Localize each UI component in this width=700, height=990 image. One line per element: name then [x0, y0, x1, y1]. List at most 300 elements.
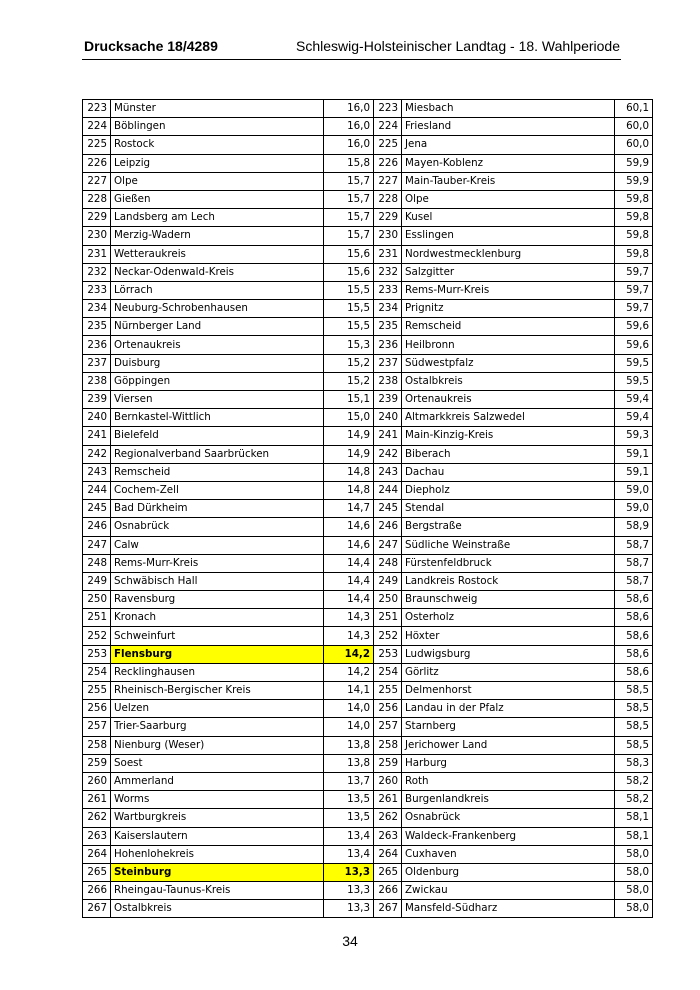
right-name-cell: Ostalbkreis	[402, 372, 615, 390]
left-name-cell: Bernkastel-Wittlich	[111, 409, 324, 427]
left-name-cell: Schweinfurt	[111, 627, 324, 645]
right-rank-cell: 228	[374, 190, 402, 208]
table-row	[83, 445, 653, 463]
left-name-cell: Münster	[111, 100, 324, 118]
right-rank-cell: 234	[374, 300, 402, 318]
left-value-cell: 15,2	[324, 354, 374, 372]
right-value-cell: 59,8	[615, 190, 653, 208]
header-divider	[82, 59, 621, 60]
table-row	[83, 172, 653, 190]
right-value-cell: 58,5	[615, 736, 653, 754]
right-name-cell: Miesbach	[402, 100, 615, 118]
left-name-cell: Merzig-Wadern	[111, 227, 324, 245]
left-value-cell: 16,0	[324, 136, 374, 154]
left-value-cell: 15,7	[324, 209, 374, 227]
document-number: Drucksache 18/4289	[84, 38, 218, 54]
left-rank-cell: 232	[83, 263, 111, 281]
table-row	[83, 409, 653, 427]
right-rank-cell: 241	[374, 427, 402, 445]
right-name-cell: Olpe	[402, 190, 615, 208]
left-value-cell: 15,7	[324, 172, 374, 190]
left-rank-cell: 250	[83, 591, 111, 609]
left-rank-cell: 237	[83, 354, 111, 372]
left-name-cell: Ammerland	[111, 772, 324, 790]
left-name-cell: Nürnberger Land	[111, 318, 324, 336]
right-name-cell: Prignitz	[402, 300, 615, 318]
left-name-cell: Calw	[111, 536, 324, 554]
left-value-cell: 15,7	[324, 227, 374, 245]
right-value-cell: 59,4	[615, 409, 653, 427]
right-rank-cell: 242	[374, 445, 402, 463]
left-name-cell: Worms	[111, 791, 324, 809]
right-rank-cell: 267	[374, 900, 402, 918]
right-name-cell: Biberach	[402, 445, 615, 463]
right-rank-cell: 261	[374, 791, 402, 809]
right-rank-cell: 263	[374, 827, 402, 845]
left-value-cell: 13,8	[324, 754, 374, 772]
right-rank-cell: 266	[374, 882, 402, 900]
right-rank-cell: 231	[374, 245, 402, 263]
right-value-cell: 58,5	[615, 682, 653, 700]
left-rank-cell: 247	[83, 536, 111, 554]
right-rank-cell: 246	[374, 518, 402, 536]
left-name-cell: Olpe	[111, 172, 324, 190]
right-rank-cell: 252	[374, 627, 402, 645]
right-rank-cell: 232	[374, 263, 402, 281]
left-rank-cell: 256	[83, 700, 111, 718]
right-name-cell: Roth	[402, 772, 615, 790]
table-row	[83, 118, 653, 136]
left-name-cell: Viersen	[111, 391, 324, 409]
right-name-cell: Oldenburg	[402, 863, 615, 881]
ranking-table	[82, 99, 653, 918]
left-rank-cell: 258	[83, 736, 111, 754]
right-name-cell: Cuxhaven	[402, 845, 615, 863]
left-value-cell: 13,3	[324, 882, 374, 900]
right-value-cell: 59,7	[615, 263, 653, 281]
right-value-cell: 59,3	[615, 427, 653, 445]
left-name-cell: Böblingen	[111, 118, 324, 136]
right-name-cell: Kusel	[402, 209, 615, 227]
left-name-cell: Ortenaukreis	[111, 336, 324, 354]
table-row	[83, 136, 653, 154]
right-value-cell: 59,4	[615, 391, 653, 409]
left-name-cell: Trier-Saarburg	[111, 718, 324, 736]
left-name-cell: Osnabrück	[111, 518, 324, 536]
left-name-cell: Soest	[111, 754, 324, 772]
left-value-cell: 13,5	[324, 791, 374, 809]
right-value-cell: 58,1	[615, 809, 653, 827]
left-rank-cell: 263	[83, 827, 111, 845]
left-value-cell: 14,4	[324, 554, 374, 572]
left-value-cell: 15,6	[324, 263, 374, 281]
right-rank-cell: 260	[374, 772, 402, 790]
left-name-cell: Schwäbisch Hall	[111, 572, 324, 590]
table-row	[83, 518, 653, 536]
right-name-cell: Ortenaukreis	[402, 391, 615, 409]
right-value-cell: 59,8	[615, 209, 653, 227]
right-name-cell: Dachau	[402, 463, 615, 481]
right-name-cell: Fürstenfeldbruck	[402, 554, 615, 572]
right-name-cell: Starnberg	[402, 718, 615, 736]
right-rank-cell: 265	[374, 863, 402, 881]
right-value-cell: 58,6	[615, 591, 653, 609]
left-value-cell: 16,0	[324, 100, 374, 118]
right-name-cell: Main-Kinzig-Kreis	[402, 427, 615, 445]
left-name-cell: Ostalbkreis	[111, 900, 324, 918]
table-row	[83, 372, 653, 390]
table-row	[83, 591, 653, 609]
right-name-cell: Ludwigsburg	[402, 645, 615, 663]
right-rank-cell: 223	[374, 100, 402, 118]
left-value-cell: 15,1	[324, 391, 374, 409]
right-rank-cell: 257	[374, 718, 402, 736]
left-name-cell: Kronach	[111, 609, 324, 627]
right-value-cell: 58,0	[615, 863, 653, 881]
right-rank-cell: 258	[374, 736, 402, 754]
left-rank-cell: 243	[83, 463, 111, 481]
table-row	[83, 736, 653, 754]
right-value-cell: 59,6	[615, 318, 653, 336]
left-value-cell: 14,3	[324, 627, 374, 645]
left-value-cell: 14,9	[324, 427, 374, 445]
right-name-cell: Südwestpfalz	[402, 354, 615, 372]
right-name-cell: Jena	[402, 136, 615, 154]
left-name-cell: Ravensburg	[111, 591, 324, 609]
right-rank-cell: 264	[374, 845, 402, 863]
left-name-cell: Flensburg	[111, 645, 324, 663]
right-value-cell: 60,0	[615, 118, 653, 136]
right-name-cell: Waldeck-Frankenberg	[402, 827, 615, 845]
right-name-cell: Südliche Weinstraße	[402, 536, 615, 554]
right-rank-cell: 243	[374, 463, 402, 481]
right-value-cell: 58,9	[615, 518, 653, 536]
right-rank-cell: 235	[374, 318, 402, 336]
left-value-cell: 14,8	[324, 481, 374, 499]
left-rank-cell: 226	[83, 154, 111, 172]
right-name-cell: Friesland	[402, 118, 615, 136]
table-row	[83, 227, 653, 245]
right-value-cell: 59,5	[615, 372, 653, 390]
right-value-cell: 58,7	[615, 536, 653, 554]
table-row	[83, 336, 653, 354]
left-rank-cell: 235	[83, 318, 111, 336]
left-value-cell: 13,5	[324, 809, 374, 827]
table-row	[83, 572, 653, 590]
left-value-cell: 15,5	[324, 300, 374, 318]
right-value-cell: 59,1	[615, 463, 653, 481]
table-row	[83, 427, 653, 445]
table-row	[83, 463, 653, 481]
right-value-cell: 58,1	[615, 827, 653, 845]
right-rank-cell: 227	[374, 172, 402, 190]
table-row	[83, 554, 653, 572]
left-name-cell: Hohenlohekreis	[111, 845, 324, 863]
left-name-cell: Wartburgkreis	[111, 809, 324, 827]
left-rank-cell: 261	[83, 791, 111, 809]
right-name-cell: Osnabrück	[402, 809, 615, 827]
right-rank-cell: 238	[374, 372, 402, 390]
right-name-cell: Görlitz	[402, 663, 615, 681]
right-rank-cell: 225	[374, 136, 402, 154]
left-value-cell: 14,0	[324, 718, 374, 736]
right-rank-cell: 245	[374, 500, 402, 518]
left-value-cell: 14,2	[324, 663, 374, 681]
right-value-cell: 59,0	[615, 481, 653, 499]
left-name-cell: Uelzen	[111, 700, 324, 718]
left-rank-cell: 241	[83, 427, 111, 445]
right-rank-cell: 254	[374, 663, 402, 681]
table-row	[83, 209, 653, 227]
left-rank-cell: 262	[83, 809, 111, 827]
table-row	[83, 827, 653, 845]
left-name-cell: Nienburg (Weser)	[111, 736, 324, 754]
right-value-cell: 58,3	[615, 754, 653, 772]
right-rank-cell: 237	[374, 354, 402, 372]
right-name-cell: Main-Tauber-Kreis	[402, 172, 615, 190]
left-name-cell: Rheinisch-Bergischer Kreis	[111, 682, 324, 700]
left-value-cell: 15,3	[324, 336, 374, 354]
right-name-cell: Heilbronn	[402, 336, 615, 354]
left-name-cell: Rems-Murr-Kreis	[111, 554, 324, 572]
table-row	[83, 190, 653, 208]
left-rank-cell: 234	[83, 300, 111, 318]
table-row	[83, 700, 653, 718]
table-row	[83, 627, 653, 645]
right-name-cell: Braunschweig	[402, 591, 615, 609]
right-rank-cell: 229	[374, 209, 402, 227]
right-value-cell: 59,6	[615, 336, 653, 354]
left-rank-cell: 224	[83, 118, 111, 136]
right-name-cell: Rems-Murr-Kreis	[402, 281, 615, 299]
right-rank-cell: 230	[374, 227, 402, 245]
right-value-cell: 59,9	[615, 172, 653, 190]
right-rank-cell: 248	[374, 554, 402, 572]
table-row	[83, 154, 653, 172]
page-number: 34	[342, 933, 358, 949]
left-name-cell: Göppingen	[111, 372, 324, 390]
left-value-cell: 14,2	[324, 645, 374, 663]
right-value-cell: 60,1	[615, 100, 653, 118]
right-rank-cell: 236	[374, 336, 402, 354]
left-name-cell: Remscheid	[111, 463, 324, 481]
left-name-cell: Duisburg	[111, 354, 324, 372]
right-value-cell: 58,5	[615, 700, 653, 718]
right-name-cell: Harburg	[402, 754, 615, 772]
left-value-cell: 13,8	[324, 736, 374, 754]
left-value-cell: 14,6	[324, 518, 374, 536]
left-value-cell: 15,5	[324, 281, 374, 299]
left-rank-cell: 231	[83, 245, 111, 263]
right-value-cell: 58,6	[615, 627, 653, 645]
right-name-cell: Zwickau	[402, 882, 615, 900]
left-name-cell: Cochem-Zell	[111, 481, 324, 499]
right-name-cell: Nordwestmecklenburg	[402, 245, 615, 263]
table-row	[83, 882, 653, 900]
left-rank-cell: 236	[83, 336, 111, 354]
right-name-cell: Mayen-Koblenz	[402, 154, 615, 172]
right-name-cell: Esslingen	[402, 227, 615, 245]
left-rank-cell: 255	[83, 682, 111, 700]
right-rank-cell: 244	[374, 481, 402, 499]
left-rank-cell: 265	[83, 863, 111, 881]
table-row	[83, 263, 653, 281]
right-name-cell: Jerichower Land	[402, 736, 615, 754]
table-row	[83, 863, 653, 881]
left-value-cell: 15,6	[324, 245, 374, 263]
left-value-cell: 14,6	[324, 536, 374, 554]
right-value-cell: 59,7	[615, 281, 653, 299]
left-rank-cell: 252	[83, 627, 111, 645]
right-value-cell: 58,0	[615, 900, 653, 918]
right-value-cell: 59,1	[615, 445, 653, 463]
left-value-cell: 14,8	[324, 463, 374, 481]
left-value-cell: 14,4	[324, 572, 374, 590]
left-name-cell: Neuburg-Schrobenhausen	[111, 300, 324, 318]
table-row	[83, 809, 653, 827]
left-rank-cell: 264	[83, 845, 111, 863]
table-row	[83, 754, 653, 772]
left-rank-cell: 249	[83, 572, 111, 590]
right-value-cell: 58,7	[615, 554, 653, 572]
left-value-cell: 15,8	[324, 154, 374, 172]
left-name-cell: Rheingau-Taunus-Kreis	[111, 882, 324, 900]
right-rank-cell: 262	[374, 809, 402, 827]
right-name-cell: Mansfeld-Südharz	[402, 900, 615, 918]
left-value-cell: 15,2	[324, 372, 374, 390]
left-rank-cell: 244	[83, 481, 111, 499]
right-name-cell: Landkreis Rostock	[402, 572, 615, 590]
left-rank-cell: 266	[83, 882, 111, 900]
table-row	[83, 500, 653, 518]
right-rank-cell: 247	[374, 536, 402, 554]
right-rank-cell: 253	[374, 645, 402, 663]
left-name-cell: Landsberg am Lech	[111, 209, 324, 227]
right-rank-cell: 240	[374, 409, 402, 427]
left-rank-cell: 260	[83, 772, 111, 790]
right-value-cell: 58,5	[615, 718, 653, 736]
right-value-cell: 58,2	[615, 791, 653, 809]
table-row	[83, 900, 653, 918]
right-rank-cell: 249	[374, 572, 402, 590]
table-row	[83, 791, 653, 809]
left-rank-cell: 253	[83, 645, 111, 663]
table-row	[83, 772, 653, 790]
page-header	[84, 38, 620, 60]
right-rank-cell: 256	[374, 700, 402, 718]
left-rank-cell: 245	[83, 500, 111, 518]
right-value-cell: 59,8	[615, 245, 653, 263]
left-rank-cell: 233	[83, 281, 111, 299]
right-value-cell: 60,0	[615, 136, 653, 154]
table-row	[83, 481, 653, 499]
left-value-cell: 15,7	[324, 190, 374, 208]
right-rank-cell: 250	[374, 591, 402, 609]
right-rank-cell: 224	[374, 118, 402, 136]
right-name-cell: Remscheid	[402, 318, 615, 336]
left-name-cell: Steinburg	[111, 863, 324, 881]
left-name-cell: Rostock	[111, 136, 324, 154]
right-value-cell: 59,7	[615, 300, 653, 318]
left-value-cell: 13,4	[324, 827, 374, 845]
left-name-cell: Wetteraukreis	[111, 245, 324, 263]
right-rank-cell: 239	[374, 391, 402, 409]
left-name-cell: Regionalverband Saarbrücken	[111, 445, 324, 463]
table-row	[83, 845, 653, 863]
left-rank-cell: 223	[83, 100, 111, 118]
left-value-cell: 13,3	[324, 900, 374, 918]
left-rank-cell: 251	[83, 609, 111, 627]
parliament-title: Schleswig-Holsteinischer Landtag - 18. Wahlperiode	[296, 38, 620, 54]
table-row	[83, 354, 653, 372]
left-name-cell: Leipzig	[111, 154, 324, 172]
left-value-cell: 14,4	[324, 591, 374, 609]
left-name-cell: Bielefeld	[111, 427, 324, 445]
left-value-cell: 13,3	[324, 863, 374, 881]
left-name-cell: Kaiserslautern	[111, 827, 324, 845]
table-row	[83, 609, 653, 627]
left-rank-cell: 257	[83, 718, 111, 736]
left-value-cell: 15,5	[324, 318, 374, 336]
left-name-cell: Bad Dürkheim	[111, 500, 324, 518]
table-row	[83, 663, 653, 681]
left-rank-cell: 254	[83, 663, 111, 681]
left-rank-cell: 259	[83, 754, 111, 772]
left-rank-cell: 230	[83, 227, 111, 245]
right-name-cell: Höxter	[402, 627, 615, 645]
left-rank-cell: 248	[83, 554, 111, 572]
left-rank-cell: 246	[83, 518, 111, 536]
right-value-cell: 58,0	[615, 845, 653, 863]
right-rank-cell: 251	[374, 609, 402, 627]
right-value-cell: 58,6	[615, 609, 653, 627]
right-value-cell: 59,9	[615, 154, 653, 172]
left-rank-cell: 267	[83, 900, 111, 918]
right-name-cell: Bergstraße	[402, 518, 615, 536]
right-name-cell: Altmarkkreis Salzwedel	[402, 409, 615, 427]
right-name-cell: Landau in der Pfalz	[402, 700, 615, 718]
ranking-table-body	[83, 100, 653, 918]
table-row	[83, 536, 653, 554]
table-row	[83, 391, 653, 409]
right-value-cell: 58,2	[615, 772, 653, 790]
left-rank-cell: 239	[83, 391, 111, 409]
left-value-cell: 14,7	[324, 500, 374, 518]
table-row	[83, 281, 653, 299]
right-name-cell: Diepholz	[402, 481, 615, 499]
right-value-cell: 58,6	[615, 663, 653, 681]
left-name-cell: Lörrach	[111, 281, 324, 299]
left-rank-cell: 229	[83, 209, 111, 227]
table-row	[83, 318, 653, 336]
left-value-cell: 14,3	[324, 609, 374, 627]
left-rank-cell: 227	[83, 172, 111, 190]
right-value-cell: 58,0	[615, 882, 653, 900]
table-row	[83, 300, 653, 318]
right-value-cell: 59,8	[615, 227, 653, 245]
left-name-cell: Recklinghausen	[111, 663, 324, 681]
table-row	[83, 245, 653, 263]
right-name-cell: Osterholz	[402, 609, 615, 627]
left-name-cell: Gießen	[111, 190, 324, 208]
left-name-cell: Neckar-Odenwald-Kreis	[111, 263, 324, 281]
left-value-cell: 14,0	[324, 700, 374, 718]
left-rank-cell: 228	[83, 190, 111, 208]
left-rank-cell: 238	[83, 372, 111, 390]
right-rank-cell: 255	[374, 682, 402, 700]
right-value-cell: 59,5	[615, 354, 653, 372]
right-name-cell: Delmenhorst	[402, 682, 615, 700]
